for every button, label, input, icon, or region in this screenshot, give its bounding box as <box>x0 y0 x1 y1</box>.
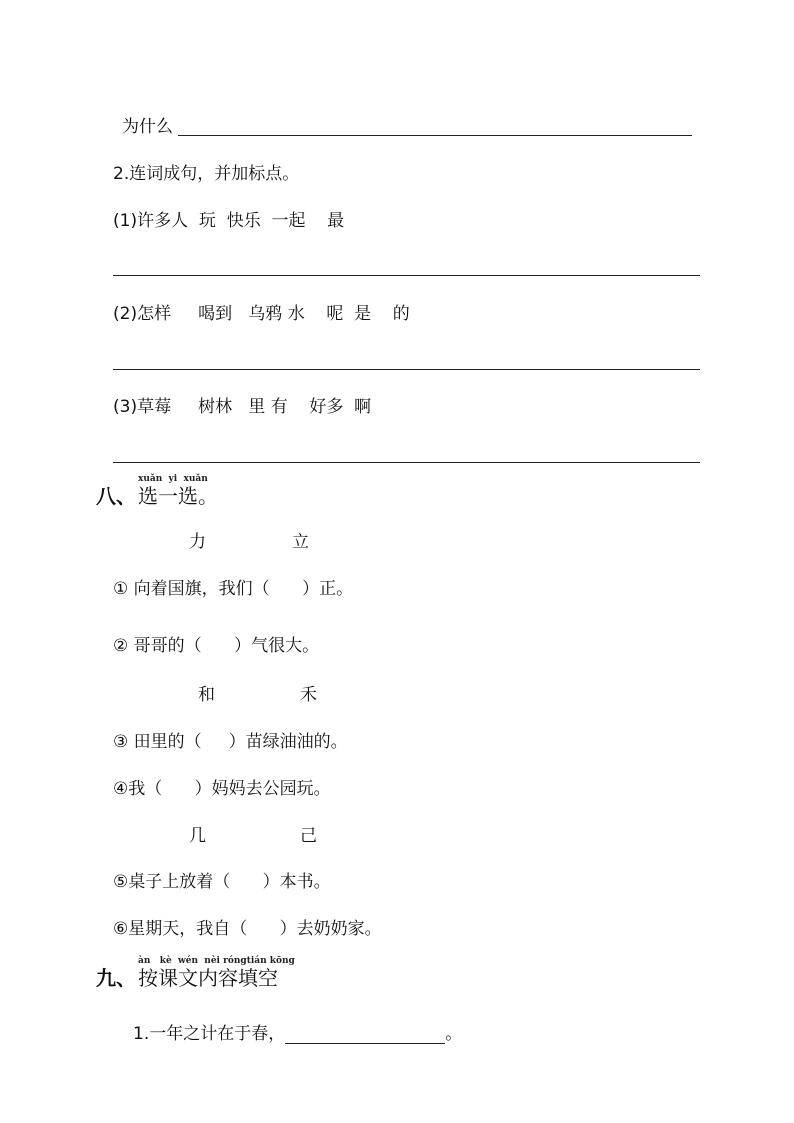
choice-char-2b: 禾 <box>300 685 317 705</box>
choice-item-4: ④我（ ）妈妈去公园玩。 <box>113 779 331 799</box>
choice-char-2a: 和 <box>198 685 215 705</box>
q2-title: 2.连词成句，并加标点。 <box>113 164 300 184</box>
choice-item-5: ⑤桌子上放着（ ）本书。 <box>113 872 331 892</box>
section9-title: 按课文内容填空 <box>138 966 278 990</box>
section8-title: 选一选。 <box>138 484 218 508</box>
fill-item-1-blank[interactable] <box>285 1025 445 1044</box>
choice-char-1b: 立 <box>292 532 309 552</box>
choice-item-6: ⑥星期天，我自（ ）去奶奶家。 <box>113 919 382 939</box>
section9-pinyin: àn kè wén nèi róngtián kōng <box>138 956 295 966</box>
choice-char-1a: 力 <box>189 532 206 552</box>
choice-item-3: ③ 田里的（ ）苗绿油油的。 <box>113 732 348 752</box>
section9-number: 九、 <box>96 966 136 990</box>
q2-item-2: (2)怎样 喝到 乌鸦 水 呢 是 的 <box>113 304 410 324</box>
section8-number: 八、 <box>96 484 136 508</box>
choice-char-3b: 己 <box>300 826 317 846</box>
q2-item-3: (3)草莓 树林 里 有 好多 啊 <box>113 397 372 417</box>
section8-pinyin: xuǎn yi xuǎn <box>138 474 208 484</box>
choice-char-3a: 几 <box>189 826 206 846</box>
q2-answer-line-2[interactable] <box>113 369 700 370</box>
fill-item-1-suffix: 。 <box>445 1024 463 1044</box>
why-label: 为什么 <box>122 117 173 137</box>
choice-item-2: ② 哥哥的（ ）气很大。 <box>113 636 320 656</box>
choice-item-1: ① 向着国旗，我们（ ）正。 <box>113 579 354 599</box>
q2-answer-line-1[interactable] <box>113 275 700 276</box>
q2-item-1: (1)许多人 玩 快乐 一起 最 <box>113 211 345 231</box>
q2-answer-line-3[interactable] <box>113 462 700 463</box>
why-answer-line[interactable] <box>178 135 692 136</box>
fill-item-1 <box>133 1024 462 1044</box>
fill-item-1-prefix: 1.一年之计在于春， <box>133 1024 286 1044</box>
